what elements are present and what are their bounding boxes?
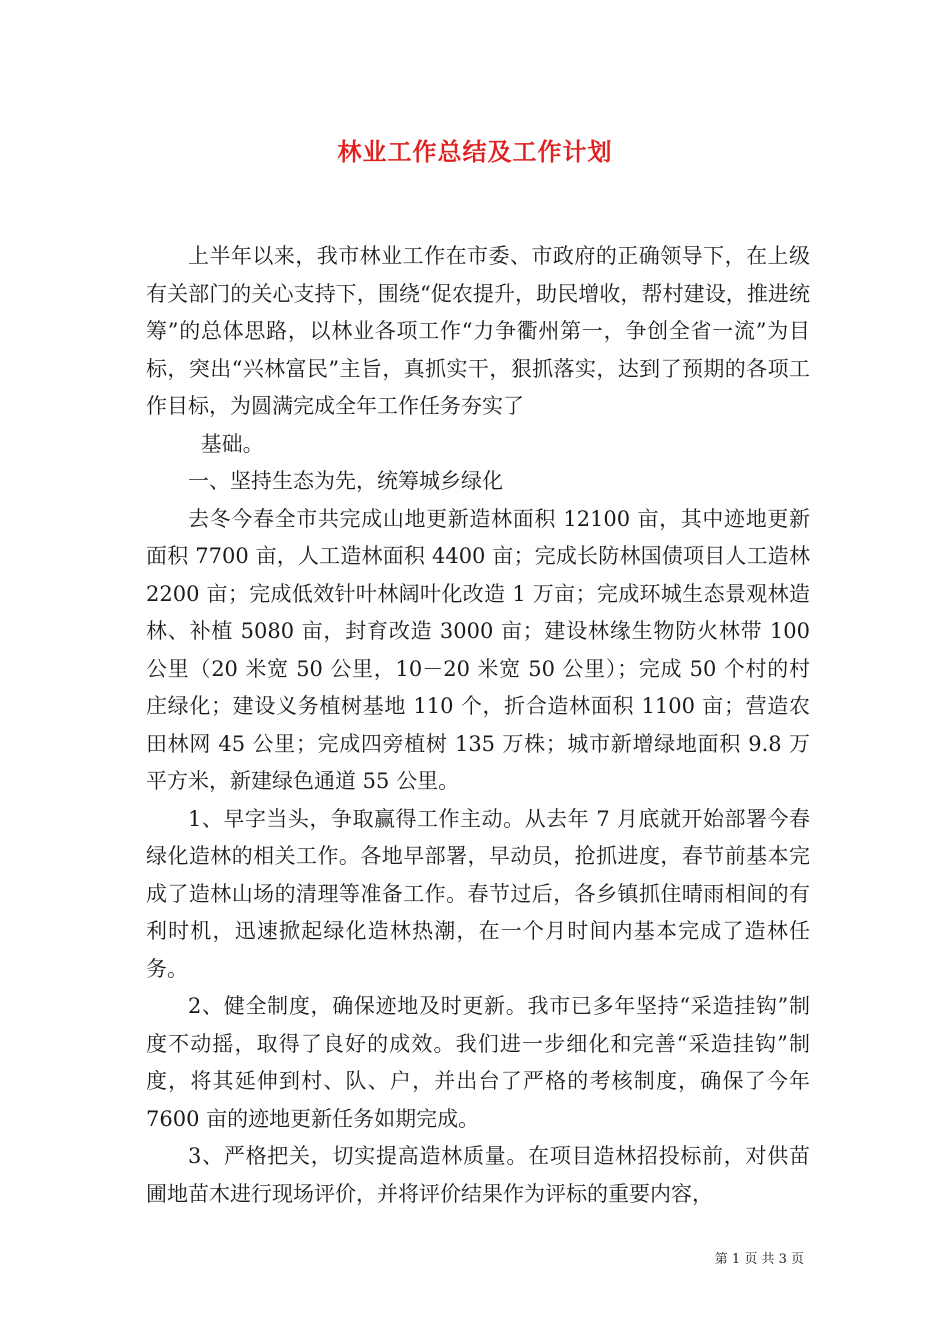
paragraph-item-3: 3、严格把关，切实提高造林质量。在项目造林招投标前，对供苗圃地苗木进行现场评价，并将评价结果作为评标的重要内容， (146, 1144, 810, 1206)
section-heading-1: 一、坚持生态为先，统筹城乡绿化 (188, 469, 503, 493)
page-footer: 第 1 页 共 3 页 (714, 1252, 804, 1267)
paragraph-intro: 上半年以来，我市林业工作在市委、市政府的正确领导下，在上级有关部门的关心支持下，围绕“促农提升，助民增收，帮村建设，推进统筹”的总体思路，以林业各项工作“力争衢州第一，争创全省一流”为目标，突出“兴林富民”主旨，真抓实干，狠抓落实，达到了预期的各项工作目标，为圆满完成全年工作任务夯实了 (146, 244, 810, 418)
document-body (146, 238, 810, 1213)
paragraph-intro-tail: 基础。 (200, 431, 264, 456)
paragraph-item-2: 2、健全制度，确保迹地及时更新。我市已多年坚持“采造挂钩”制度不动摇，取得了良好的成效。我们进一步细化和完善“采造挂钩”制度，将其延伸到村、队、户，并出台了严格的考核制度，确保了今年 7600 亩的迹地更新任务如期完成。 (146, 994, 810, 1131)
paragraph-item-1: 1、早字当头，争取赢得工作主动。从去年 7 月底就开始部署今春绿化造林的相关工作。各地早部署，早动员，抢抓进度，春节前基本完成了造林山场的清理等准备工作。春节过后，各乡镇抓住晴雨相间的有利时机，迅速掀起绿化造林热潮，在一个月时间内基本完成了造林任务。 (146, 806, 810, 981)
paragraph-section-1-summary: 去冬今春全市共完成山地更新造林面积 12100 亩，其中迹地更新面积 7700 亩，人工造林面积 4400 亩；完成长防林国债项目人工造林 2200 亩；完成低效针叶林阔叶化改造 1 万亩；完成环城生态景观林造林、补植 5080 亩，封育改造 3000 亩；建设林缘生物防火林带 100 公里（20 米宽 50 公里，10－20 米宽 50 公里）；完成 50 个村的村庄绿化；建设义务植树基地 110 个，折合造林面积 1100 亩；营造农田林网 45 公里；完成四旁植树 135 万株；城市新增绿地面积 9.8 万平方米，新建绿色通道 55 公里。 (146, 506, 810, 793)
document-title: 林业工作总结及工作计划 (337, 137, 613, 166)
